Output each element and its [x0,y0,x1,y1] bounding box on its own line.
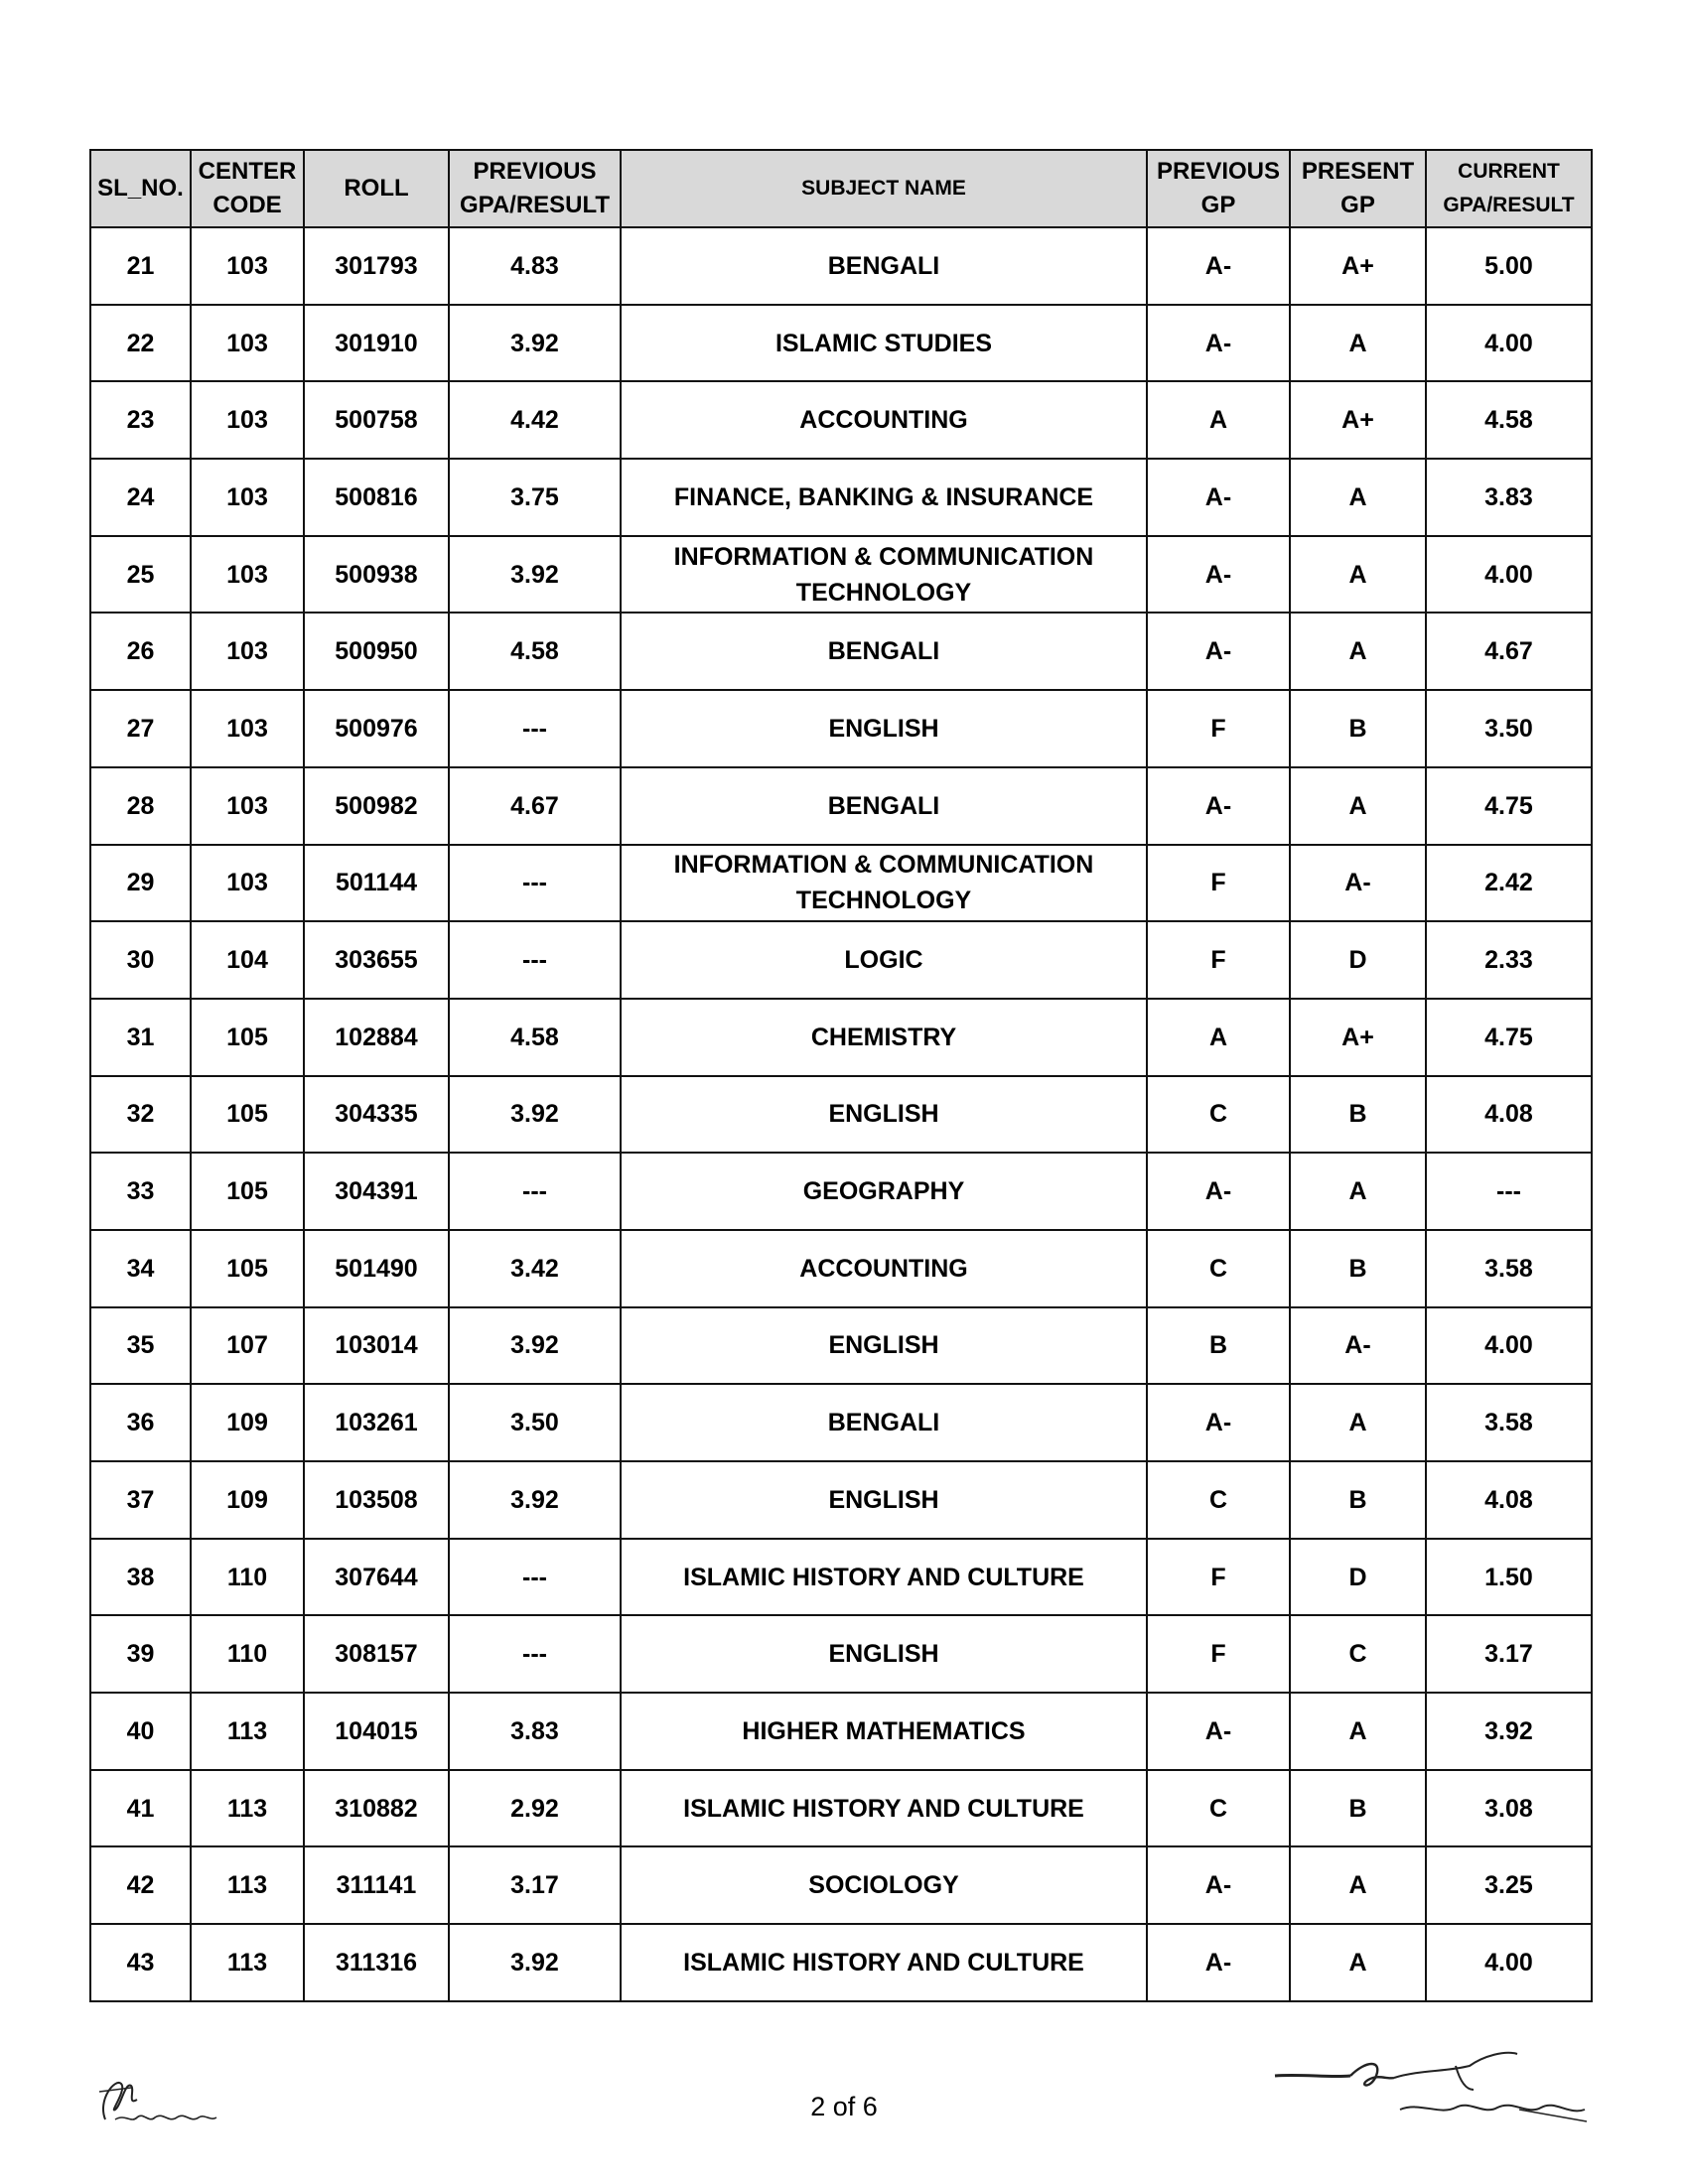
cell-previous-gpa: 3.92 [449,1307,621,1385]
cell-center-code: 105 [191,1076,304,1154]
cell-sl-no: 22 [90,305,191,382]
cell-current-gpa: 4.75 [1426,999,1592,1076]
cell-center-code: 113 [191,1770,304,1847]
cell-sl-no: 27 [90,690,191,767]
cell-previous-gp: F [1147,1539,1290,1616]
cell-sl-no: 30 [90,921,191,999]
cell-previous-gp: A- [1147,1384,1290,1461]
table-row [90,1076,1592,1154]
cell-previous-gp: C [1147,1076,1290,1154]
cell-previous-gp: A- [1147,305,1290,382]
cell-current-gpa: 3.83 [1426,459,1592,536]
table-row [90,1615,1592,1693]
cell-subject-name: INFORMATION & COMMUNICATION TECHNOLOGY [621,536,1147,614]
cell-roll: 500938 [304,536,449,614]
cell-subject-name: ISLAMIC STUDIES [621,305,1147,382]
cell-roll: 501144 [304,845,449,922]
cell-present-gp: D [1290,1539,1426,1616]
cell-present-gp: A+ [1290,381,1426,459]
cell-current-gpa: 3.25 [1426,1846,1592,1924]
cell-subject-name: ISLAMIC HISTORY AND CULTURE [621,1924,1147,2001]
table-row [90,1230,1592,1307]
cell-previous-gpa: 3.83 [449,1693,621,1770]
cell-present-gp: B [1290,1076,1426,1154]
cell-roll: 301793 [304,227,449,305]
table-row [90,1461,1592,1539]
cell-previous-gp: A- [1147,767,1290,845]
table-row [90,1539,1592,1616]
table-row [90,921,1592,999]
cell-center-code: 103 [191,845,304,922]
cell-center-code: 103 [191,227,304,305]
cell-current-gpa: 3.17 [1426,1615,1592,1693]
cell-current-gpa: 3.92 [1426,1693,1592,1770]
cell-previous-gp: A- [1147,227,1290,305]
col-header-sl-no: SL_NO. [90,150,191,227]
cell-present-gp: B [1290,1770,1426,1847]
cell-previous-gp: A- [1147,613,1290,690]
cell-center-code: 110 [191,1615,304,1693]
cell-previous-gpa: 3.92 [449,1461,621,1539]
cell-previous-gpa: 4.83 [449,227,621,305]
cell-previous-gpa: 3.92 [449,536,621,614]
cell-sl-no: 35 [90,1307,191,1385]
cell-previous-gp: A- [1147,459,1290,536]
cell-previous-gpa: --- [449,1153,621,1230]
cell-current-gpa: 3.50 [1426,690,1592,767]
cell-current-gpa: 4.00 [1426,305,1592,382]
col-header-subject-name: SUBJECT NAME [621,150,1147,227]
col-header-present-gp: PRESENT GP [1290,150,1426,227]
cell-subject-name: HIGHER MATHEMATICS [621,1693,1147,1770]
cell-roll: 308157 [304,1615,449,1693]
cell-subject-name: FINANCE, BANKING & INSURANCE [621,459,1147,536]
cell-center-code: 110 [191,1539,304,1616]
table-row [90,1924,1592,2001]
cell-subject-name: GEOGRAPHY [621,1153,1147,1230]
cell-roll: 501490 [304,1230,449,1307]
cell-present-gp: A [1290,536,1426,614]
cell-previous-gp: C [1147,1230,1290,1307]
cell-roll: 303655 [304,921,449,999]
cell-roll: 311316 [304,1924,449,2001]
cell-present-gp: A- [1290,845,1426,922]
cell-previous-gpa: 4.58 [449,613,621,690]
cell-sl-no: 26 [90,613,191,690]
col-header-previous-gpa: PREVIOUS GPA/RESULT [449,150,621,227]
cell-roll: 307644 [304,1539,449,1616]
cell-previous-gpa: 3.42 [449,1230,621,1307]
page-number: 2 of 6 [810,2092,878,2121]
cell-center-code: 105 [191,1230,304,1307]
table-row [90,1384,1592,1461]
cell-center-code: 109 [191,1384,304,1461]
cell-previous-gpa: --- [449,1615,621,1693]
cell-current-gpa: 4.58 [1426,381,1592,459]
cell-center-code: 103 [191,613,304,690]
cell-center-code: 103 [191,305,304,382]
cell-previous-gpa: --- [449,845,621,922]
cell-center-code: 104 [191,921,304,999]
cell-present-gp: A [1290,459,1426,536]
cell-sl-no: 34 [90,1230,191,1307]
cell-center-code: 103 [191,536,304,614]
cell-previous-gp: A- [1147,1846,1290,1924]
cell-current-gpa: 4.00 [1426,1924,1592,2001]
cell-subject-name: CHEMISTRY [621,999,1147,1076]
cell-previous-gpa: 4.67 [449,767,621,845]
cell-subject-name: BENGALI [621,767,1147,845]
col-header-previous-gp: PREVIOUS GP [1147,150,1290,227]
cell-sl-no: 33 [90,1153,191,1230]
cell-center-code: 103 [191,690,304,767]
cell-sl-no: 41 [90,1770,191,1847]
cell-present-gp: A [1290,1153,1426,1230]
cell-roll: 304391 [304,1153,449,1230]
cell-sl-no: 24 [90,459,191,536]
cell-sl-no: 21 [90,227,191,305]
cell-previous-gpa: 3.92 [449,1924,621,2001]
cell-sl-no: 42 [90,1846,191,1924]
cell-previous-gp: F [1147,690,1290,767]
cell-present-gp: A [1290,1693,1426,1770]
cell-current-gpa: 4.08 [1426,1461,1592,1539]
cell-present-gp: B [1290,1230,1426,1307]
cell-roll: 301910 [304,305,449,382]
cell-previous-gp: B [1147,1307,1290,1385]
cell-sl-no: 43 [90,1924,191,2001]
cell-roll: 104015 [304,1693,449,1770]
cell-roll: 310882 [304,1770,449,1847]
cell-previous-gpa: 3.75 [449,459,621,536]
cell-present-gp: A+ [1290,227,1426,305]
cell-subject-name: ACCOUNTING [621,1230,1147,1307]
table-row [90,1693,1592,1770]
cell-center-code: 113 [191,1846,304,1924]
cell-previous-gp: C [1147,1770,1290,1847]
cell-sl-no: 25 [90,536,191,614]
cell-subject-name: ENGLISH [621,1615,1147,1693]
cell-previous-gpa: 3.92 [449,305,621,382]
header-row [90,150,1592,227]
table-header [90,150,1592,227]
cell-current-gpa: 2.42 [1426,845,1592,922]
cell-previous-gp: A- [1147,1693,1290,1770]
cell-subject-name: INFORMATION & COMMUNICATION TECHNOLOGY [621,845,1147,922]
table-row [90,613,1592,690]
cell-center-code: 103 [191,381,304,459]
cell-current-gpa: 4.00 [1426,1307,1592,1385]
cell-sl-no: 31 [90,999,191,1076]
cell-subject-name: ENGLISH [621,1461,1147,1539]
cell-present-gp: D [1290,921,1426,999]
cell-center-code: 107 [191,1307,304,1385]
cell-roll: 102884 [304,999,449,1076]
cell-sl-no: 32 [90,1076,191,1154]
table-row [90,1770,1592,1847]
cell-previous-gp: A- [1147,1153,1290,1230]
cell-present-gp: A [1290,1846,1426,1924]
cell-roll: 500816 [304,459,449,536]
cell-subject-name: BENGALI [621,227,1147,305]
cell-current-gpa: 3.58 [1426,1230,1592,1307]
cell-present-gp: A- [1290,1307,1426,1385]
cell-sl-no: 23 [90,381,191,459]
cell-present-gp: A [1290,1384,1426,1461]
cell-roll: 500982 [304,767,449,845]
cell-previous-gp: C [1147,1461,1290,1539]
cell-center-code: 109 [191,1461,304,1539]
cell-current-gpa: 4.75 [1426,767,1592,845]
cell-current-gpa: 4.67 [1426,613,1592,690]
cell-current-gpa: 1.50 [1426,1539,1592,1616]
table-row [90,1307,1592,1385]
cell-roll: 103261 [304,1384,449,1461]
cell-sl-no: 37 [90,1461,191,1539]
cell-present-gp: A [1290,613,1426,690]
table-row [90,381,1592,459]
table-row [90,305,1592,382]
cell-roll: 304335 [304,1076,449,1154]
cell-subject-name: SOCIOLOGY [621,1846,1147,1924]
cell-previous-gpa: 3.50 [449,1384,621,1461]
cell-center-code: 113 [191,1924,304,2001]
cell-center-code: 103 [191,459,304,536]
col-header-roll: ROLL [304,150,449,227]
cell-present-gp: A [1290,1924,1426,2001]
cell-roll: 500758 [304,381,449,459]
cell-current-gpa: 5.00 [1426,227,1592,305]
right-signature [1271,2050,1599,2134]
cell-center-code: 105 [191,999,304,1076]
cell-present-gp: A [1290,767,1426,845]
cell-previous-gpa: 4.58 [449,999,621,1076]
cell-center-code: 113 [191,1693,304,1770]
cell-previous-gp: A [1147,381,1290,459]
cell-sl-no: 29 [90,845,191,922]
cell-present-gp: A [1290,305,1426,382]
cell-current-gpa: --- [1426,1153,1592,1230]
col-header-center-code: CENTER CODE [191,150,304,227]
cell-subject-name: ENGLISH [621,1307,1147,1385]
cell-previous-gp: F [1147,921,1290,999]
table-row [90,1846,1592,1924]
cell-current-gpa: 2.33 [1426,921,1592,999]
cell-sl-no: 39 [90,1615,191,1693]
cell-previous-gp: F [1147,1615,1290,1693]
cell-previous-gpa: 2.92 [449,1770,621,1847]
cell-current-gpa: 3.58 [1426,1384,1592,1461]
cell-subject-name: ENGLISH [621,690,1147,767]
cell-sl-no: 38 [90,1539,191,1616]
cell-roll: 103508 [304,1461,449,1539]
cell-previous-gpa: 3.92 [449,1076,621,1154]
table-row [90,690,1592,767]
cell-current-gpa: 3.08 [1426,1770,1592,1847]
table-row [90,536,1592,614]
cell-previous-gpa: --- [449,921,621,999]
col-header-current-gpa: CURRENT GPA/RESULT [1426,150,1592,227]
cell-current-gpa: 4.08 [1426,1076,1592,1154]
results-table [89,149,1593,2002]
cell-present-gp: C [1290,1615,1426,1693]
cell-previous-gp: F [1147,845,1290,922]
table-body [90,227,1592,2001]
cell-sl-no: 40 [90,1693,191,1770]
cell-center-code: 103 [191,767,304,845]
cell-sl-no: 36 [90,1384,191,1461]
table-row [90,767,1592,845]
table-row [90,227,1592,305]
cell-previous-gpa: --- [449,690,621,767]
table-row [90,845,1592,922]
cell-subject-name: ISLAMIC HISTORY AND CULTURE [621,1539,1147,1616]
cell-subject-name: BENGALI [621,1384,1147,1461]
cell-roll: 500976 [304,690,449,767]
cell-roll: 311141 [304,1846,449,1924]
cell-subject-name: ENGLISH [621,1076,1147,1154]
cell-previous-gpa: 4.42 [449,381,621,459]
cell-subject-name: ACCOUNTING [621,381,1147,459]
cell-subject-name: LOGIC [621,921,1147,999]
cell-subject-name: ISLAMIC HISTORY AND CULTURE [621,1770,1147,1847]
cell-subject-name: BENGALI [621,613,1147,690]
cell-previous-gp: A- [1147,1924,1290,2001]
cell-previous-gpa: 3.17 [449,1846,621,1924]
cell-center-code: 105 [191,1153,304,1230]
cell-roll: 103014 [304,1307,449,1385]
cell-previous-gpa: --- [449,1539,621,1616]
cell-roll: 500950 [304,613,449,690]
table-row [90,1153,1592,1230]
cell-sl-no: 28 [90,767,191,845]
cell-present-gp: A+ [1290,999,1426,1076]
table-row [90,999,1592,1076]
cell-current-gpa: 4.00 [1426,536,1592,614]
cell-previous-gp: A [1147,999,1290,1076]
table-row [90,459,1592,536]
cell-present-gp: B [1290,1461,1426,1539]
cell-previous-gp: A- [1147,536,1290,614]
cell-present-gp: B [1290,690,1426,767]
